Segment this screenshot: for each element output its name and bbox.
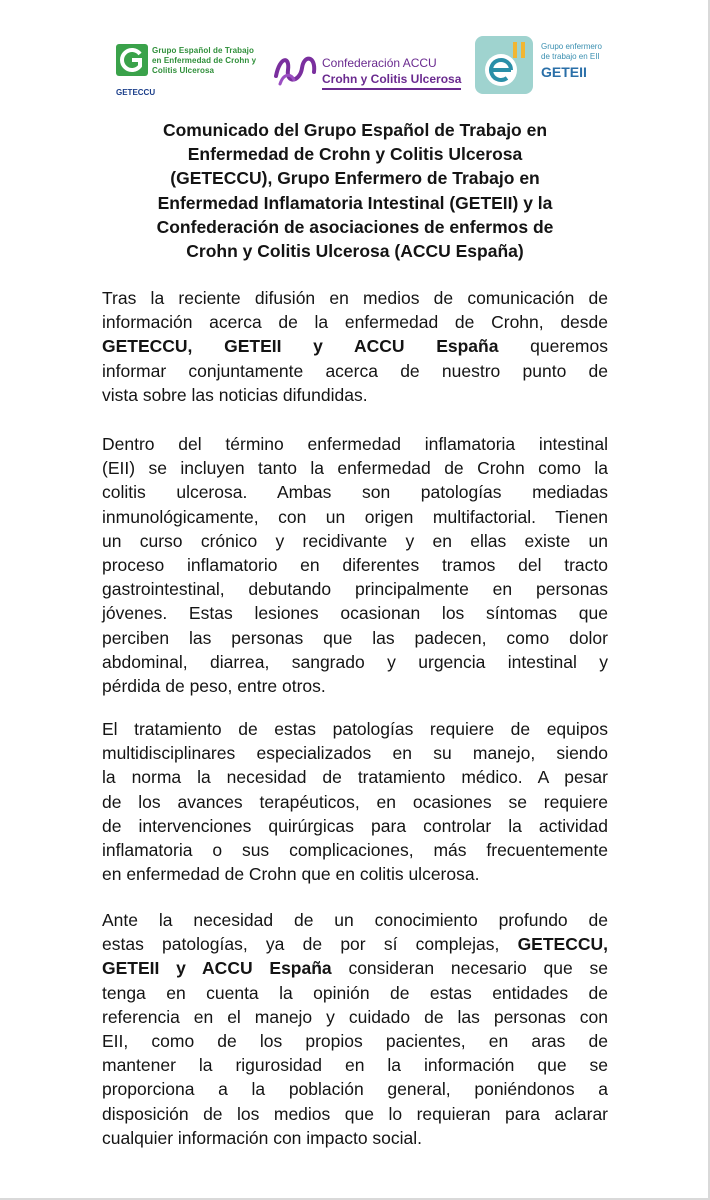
geteii-e-icon: [473, 34, 537, 96]
paragraph-line: tenga en cuenta la opinión de estas entidades de: [102, 982, 608, 1003]
paragraph-line: colitis ulcerosa. Ambas son patologías mediadas: [102, 482, 608, 503]
paragraph-line: disposición de los medios que lo requieran para aclarar: [102, 1103, 608, 1124]
bold-organizations: GETEII y ACCU España: [102, 958, 332, 979]
paragraph-line: El tratamiento de estas patologías requiere de equipos: [102, 719, 608, 739]
paragraph-line: inmunológicamente, con un origen multifactorial. Tienen: [102, 506, 608, 527]
paragraph-line: de intervenciones quirúrgicas para controlar la actividad: [102, 815, 608, 836]
accu-swirl-icon: [270, 46, 320, 90]
paragraph-line: [102, 334, 608, 358]
document-title: [110, 118, 600, 263]
paragraph-line: informar conjuntamente acerca de nuestro punto de: [102, 360, 608, 381]
paragraph-line: proceso inflamatorio en diferentes tramos del tracto: [102, 555, 608, 576]
paragraph-line: multidisciplinares especializados en su manejo, siendo: [102, 743, 608, 764]
geteii-logo: [473, 34, 613, 98]
geteccu-acronym: GETECCU: [116, 88, 156, 97]
paragraph-line: gastrointestinal, debutando principalmente en personas: [102, 579, 608, 600]
line-text: queremos: [498, 336, 608, 357]
geteii-name-line1: Grupo enfermero: [541, 42, 602, 51]
title-line: Crohn y Colitis Ulcerosa (ACCU España): [186, 241, 524, 262]
paragraph-line: Tras la reciente difusión en medios de comunicación de: [102, 288, 608, 308]
bold-organizations: GETECCU,: [517, 934, 608, 955]
paragraph-line: [102, 956, 608, 980]
paragraph-intro: [102, 286, 608, 407]
title-line: Enfermedad de Crohn y Colitis Ulcerosa: [187, 144, 523, 165]
geteccu-g-icon: [114, 42, 150, 86]
paragraph-line: jóvenes. Estas lesiones ocasionan los síntomas que: [102, 603, 608, 624]
logo-header: [110, 34, 610, 100]
paragraph-line: en enfermedad de Crohn que en colitis ulcerosa.: [102, 864, 480, 885]
paragraph-line: inflamatoria o sus complicaciones, más frecuentemente: [102, 840, 608, 861]
paragraph-line: Ante la necesidad de un conocimiento profundo de: [102, 910, 608, 930]
geteccu-name-line3: Colitis Ulcerosa: [152, 66, 215, 75]
geteccu-name-line2: en Enfermedad de Crohn y: [152, 56, 257, 65]
geteii-name-line2: de trabajo en EII: [541, 52, 600, 61]
paragraph-line: de los avances terapéuticos, en ocasiones se requiere: [102, 791, 608, 812]
paragraph-eii-definition: [102, 432, 608, 698]
paragraph-line: (EII) se incluyen tanto la enfermedad de Crohn como la: [102, 458, 608, 479]
paragraph-line: un curso crónico y recidivante y en ellas existe un: [102, 530, 608, 551]
line-text: consideran necesario que se: [331, 958, 609, 979]
geteccu-name-line1: Grupo Español de Trabajo: [152, 46, 254, 55]
line-text: estas patologías, ya de por sí complejas,: [102, 934, 518, 955]
paragraph-line: abdominal, diarrea, sangrado y urgencia intestinal y: [102, 651, 608, 672]
paragraph-line: información acerca de la enfermedad de Crohn, desde: [102, 312, 608, 333]
paragraph-line: [102, 932, 608, 956]
paragraph-line: perciben las personas que las padecen, como dolor: [102, 627, 608, 648]
accu-name-line1: Confederación ACCU: [322, 56, 437, 70]
paragraph-conclusion: [102, 908, 608, 1150]
paragraph-line: pérdida de peso, entre otros.: [102, 676, 326, 697]
title-line: (GETECCU), Grupo Enfermero de Trabajo en: [170, 168, 540, 189]
paragraph-line: proporciona a la población general, poniéndonos a: [102, 1079, 608, 1100]
paragraph-line: mantener la rigurosidad en la información que se: [102, 1055, 608, 1076]
title-line: Enfermedad Inflamatoria Intestinal (GETEII) y la: [157, 192, 553, 213]
paragraph-treatment: [102, 717, 608, 886]
title-line: Comunicado del Grupo Español de Trabajo en: [162, 120, 548, 140]
paragraph-line: EII, como de los propios pacientes, en aras de: [102, 1031, 608, 1052]
paragraph-line: Dentro del término enfermedad inflamatoria intestinal: [102, 434, 608, 454]
accu-logo: [270, 46, 480, 96]
geteii-acronym: GETEII: [541, 64, 587, 80]
paragraph-line: cualquier información con impacto social.: [102, 1127, 423, 1148]
paragraph-line: la norma la necesidad de tratamiento médico. A pesar: [102, 767, 608, 788]
geteii-name: [541, 42, 602, 62]
bold-organizations: GETECCU, GETEII y ACCU España: [102, 336, 499, 357]
geteccu-logo: [114, 42, 274, 102]
paragraph-line: referencia en el manejo y cuidado de las personas con: [102, 1006, 608, 1027]
title-line: Confederación de asociaciones de enfermos de: [156, 216, 554, 237]
accu-name-line2: Crohn y Colitis Ulcerosa: [322, 72, 461, 90]
paragraph-line: vista sobre las noticias difundidas.: [102, 384, 368, 405]
